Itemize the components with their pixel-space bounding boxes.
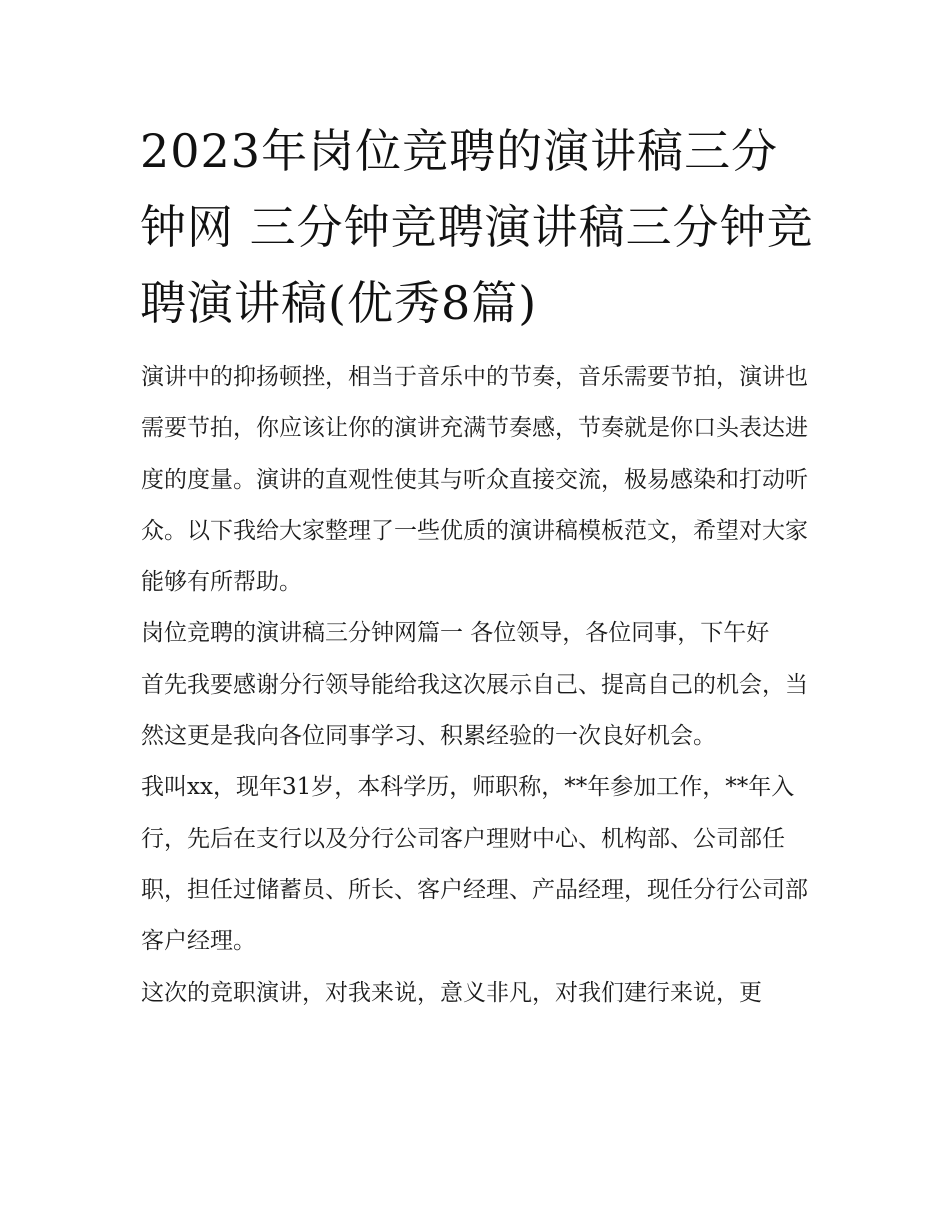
paragraph-thanks: 首先我要感谢分行领导能给我这次展示自己、提高自己的机会，当然这更是我向各位同事学习、积累经验的一次良好机会。: [141, 671, 808, 750]
paragraph-section-heading: 岗位竞聘的演讲稿三分钟网篇一 各位领导，各位同事，下午好: [141, 620, 770, 647]
paragraph-intro: 演讲中的抑扬顿挫，相当于音乐中的节奏，音乐需要节拍，演讲也需要节拍，你应该让你的演讲充满节奏感，节奏就是你口头表达进度的度量。演讲的直观性使其与听众直接交流，极易感染和打动听众。以下我给大家整理了一些优质的演讲稿模板范文，希望对大家能够有所帮助。: [141, 364, 808, 596]
document-title: 2023年岗位竞聘的演讲稿三分钟网 三分钟竞聘演讲稿三分钟竞聘演讲稿(优秀8篇): [140, 124, 814, 330]
paragraph-self-intro: 我叫xx，现年31岁，本科学历，师职称，**年参加工作，**年入行，先后在支行以及分行公司客户理财中心、机构部、公司部任职，担任过储蓄员、所长、客户经理、产品经理，现任分行公司部客户经理。: [141, 774, 808, 955]
document-body: [141, 352, 815, 1019]
paragraph-significance: 这次的竞职演讲，对我来说，意义非凡，对我们建行来说，更: [141, 979, 762, 1006]
